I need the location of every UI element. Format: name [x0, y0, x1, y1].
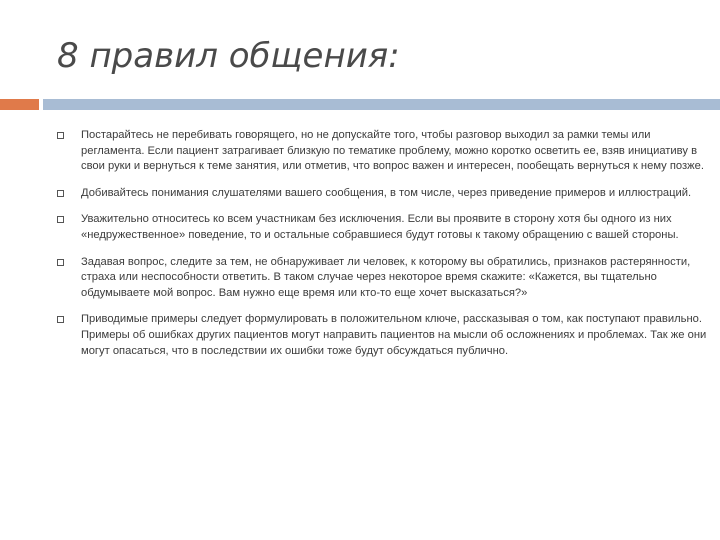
bullet-text: Постарайтесь не перебивать говорящего, но не допускайте того, чтобы разговор выходил за рамки темы или регламента. Если пациент затрагивает близкую по тематике проблему, можно коротко осветить ее, взяв инициативу в свои руки и вернуться к теме занятия, или отметив, что вопрос важен и интересен, пообещать вернуться к нему позже. — [81, 129, 704, 173]
slide-title: 8 правил общения: — [57, 36, 400, 76]
bullet-item-5 — [57, 312, 707, 359]
bullet-text: Приводимые примеры следует формулировать в положительном ключе, рассказывая о том, как поступают правильно. Примеры об ошибках других пациентов могут направить пациентов на мысли об осложнениях и проблемах. Так же они могут опасаться, что в последствии их ошибки тоже будут обсуждаться публично. — [81, 313, 707, 357]
bullet-item-4 — [57, 255, 707, 302]
square-bullet-icon — [57, 190, 64, 197]
bullet-text: Задавая вопрос, следите за тем, не обнаруживает ли человек, к которому вы обратились, признаков растерянности, страха или неспособности ответить. В таком случае через некоторое время скажите: «Кажется, вы тщательно обдумываете мой вопрос. Вам нужно еще время или кто-то еще хочет высказаться?» — [81, 255, 691, 299]
bullet-list — [57, 128, 707, 359]
bullet-item-2 — [57, 186, 707, 202]
square-bullet-icon — [57, 316, 64, 323]
square-bullet-icon — [57, 259, 64, 266]
bullet-item-3 — [57, 212, 707, 243]
title-divider-bar — [43, 99, 720, 110]
square-bullet-icon — [57, 216, 64, 223]
square-bullet-icon — [57, 132, 64, 139]
title-accent-bar — [0, 99, 39, 110]
bullet-text: Добивайтесь понимания слушателями вашего сообщения, в том числе, через приведение примеров и иллюстраций. — [81, 186, 692, 199]
bullet-item-1 — [57, 128, 707, 175]
bullet-text: Уважительно относитесь ко всем участникам без исключения. Если вы проявите в сторону хотя бы одного из них «недружественное» поведение, то и остальные собравшиеся будут готовы к такому обращению с вашей стороны. — [81, 213, 679, 241]
